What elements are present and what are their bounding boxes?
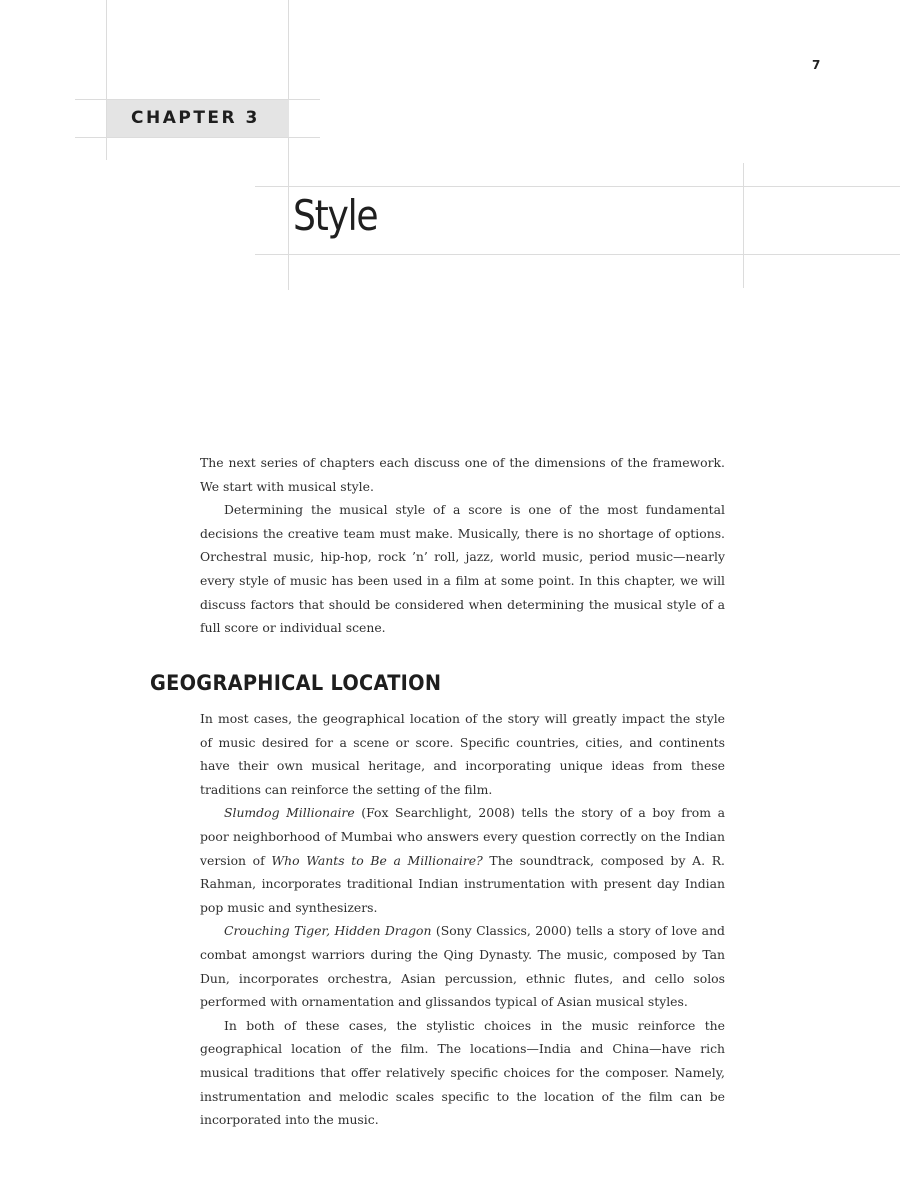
section-paragraph-1: In most cases, the geographical location of the story will greatly impact the style of music desired for a scene or score. Specific countries, cities, and continents have their own musical heritage, and incorporating unique ideas from these traditions can reinforce the setting of the film. xyxy=(200,711,725,797)
intro-paragraph-2: Determining the musical style of a score is one of the most fundamental decisions the creative team must make. Musically, there is no shortage of options. Orchestral music, hip-hop, rock ’n’ roll, jazz, world music, period music—nearly every style of music has been used in a film at some point. In this chapter, we will discuss factors that should be considered when determining the musical style of a full score or individual scene. xyxy=(200,502,725,636)
section-paragraph-4: In both of these cases, the stylistic choices in the music reinforce the geographical location of the film. The locations—India and China—have rich musical traditions that offer relatively specific choices for the composer. Namely, instrumentation and melodic scales specific to the location of the film can be incorporated into the music. xyxy=(200,1017,725,1128)
guide-rule-horizontal-title-bottom xyxy=(255,254,900,255)
chapter-title: Style xyxy=(293,191,378,240)
section-paragraph-2-text-a: (Fox Searchlight, 2008) tells the story of a boy from a poor neighborhood of Mumbai who answers every question correctly on the Indian version of xyxy=(200,805,725,868)
guide-rule-vertical-center xyxy=(288,0,289,290)
guide-rule-horizontal-title-top xyxy=(255,186,900,187)
section-paragraph-2 xyxy=(200,801,725,919)
intro-text xyxy=(200,451,725,640)
intro-paragraph-1: The next series of chapters each discuss one of the dimensions of the framework. We start with musical style. xyxy=(200,455,725,494)
chapter-label: CHAPTER 3 xyxy=(131,108,260,128)
section-paragraph-3-text: (Sony Classics, 2000) tells a story of love and combat amongst warriors during the Qing Dynasty. The music, composed by Tan Dun, incorporates orchestra, Asian percussion, ethnic flutes, and cello solos performed with ornamentation and glissandos typical of Asian musical styles. xyxy=(200,923,725,1010)
section-paragraph-3 xyxy=(200,919,725,1013)
page-number: 7 xyxy=(812,58,821,72)
section-paragraph-2-text-b: The soundtrack, composed by A. R. Rahman, incorporates traditional Indian instrumentation with present day Indian pop music and synthesizers. xyxy=(200,852,725,915)
guide-rule-horizontal-chapter-bottom xyxy=(75,137,320,138)
show-title-millionaire: Who Wants to Be a Millionaire? xyxy=(271,852,483,868)
section-heading: GEOGRAPHICAL LOCATION xyxy=(150,671,442,695)
film-title-crouching-tiger: Crouching Tiger, Hidden Dragon xyxy=(224,923,432,939)
section-text xyxy=(200,707,725,1132)
film-title-slumdog: Slumdog Millionaire xyxy=(224,805,355,821)
guide-rule-vertical-right xyxy=(743,163,744,288)
